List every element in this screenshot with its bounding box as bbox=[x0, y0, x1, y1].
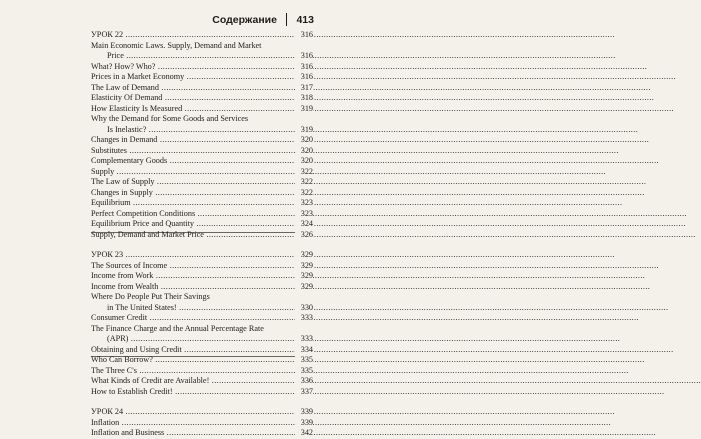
toc-entry-page: 316 bbox=[295, 72, 313, 83]
toc-entry-title: Why the Demand for Some Goods and Services bbox=[91, 114, 249, 123]
toc-entry-page: 326 bbox=[295, 230, 313, 241]
toc-entry[interactable] bbox=[91, 188, 313, 199]
toc-entry-title: The Sources of Income ..... bbox=[91, 261, 295, 272]
toc-entry-page: 342 bbox=[295, 428, 313, 439]
toc-entry-title: Perfect Competition Conditions ..... bbox=[91, 209, 295, 220]
toc-entry[interactable] bbox=[91, 198, 313, 209]
lesson-heading-title: УРОК 23 ..... bbox=[91, 250, 295, 261]
toc-entry[interactable] bbox=[91, 282, 313, 293]
toc-entry-page: 333 bbox=[295, 334, 313, 345]
toc-entry[interactable] bbox=[91, 41, 313, 52]
toc-entry[interactable] bbox=[91, 366, 313, 377]
toc-entry-page: 324 bbox=[295, 219, 313, 230]
toc-entry[interactable] bbox=[91, 219, 313, 230]
toc-entry-page: 330 bbox=[295, 303, 313, 314]
toc-entry-page: 318 bbox=[295, 93, 313, 104]
toc-entry-title: Income from Wealth ..... bbox=[91, 282, 295, 293]
toc-entry-page: 335 bbox=[295, 355, 313, 366]
toc-entry[interactable] bbox=[91, 313, 313, 324]
toc-entry[interactable] bbox=[91, 428, 313, 439]
header-title: Содержание bbox=[212, 13, 277, 26]
toc-entry[interactable] bbox=[91, 104, 313, 115]
toc-entry-page: 329 bbox=[295, 261, 313, 272]
toc-entry[interactable] bbox=[91, 125, 313, 136]
toc-entry-page: 322 bbox=[295, 177, 313, 188]
toc-entry-title: Price ..... bbox=[107, 51, 295, 62]
toc-entry[interactable] bbox=[91, 345, 313, 356]
toc-entry[interactable] bbox=[91, 387, 313, 398]
toc-entry[interactable] bbox=[91, 93, 313, 104]
toc-entry-page: 319 bbox=[295, 104, 313, 115]
toc-entry-page: 333 bbox=[295, 313, 313, 324]
toc-entry-title: The Three C's ..... bbox=[91, 366, 295, 377]
running-header bbox=[212, 13, 314, 26]
toc-entry-page: 320 bbox=[295, 146, 313, 157]
toc-entry-title: in The United States! ..... bbox=[107, 303, 295, 314]
toc-entry-title: Elasticity Of Demand ..... bbox=[91, 93, 295, 104]
lesson-heading[interactable] bbox=[91, 407, 313, 418]
toc-entry-title: Substitutes ..... bbox=[91, 146, 295, 157]
toc-entry[interactable] bbox=[91, 135, 313, 146]
lesson-heading-page: 329 bbox=[295, 250, 313, 261]
section-gap bbox=[91, 397, 313, 407]
lesson-heading-title: УРОК 22 ..... bbox=[91, 30, 295, 41]
header-separator bbox=[286, 13, 288, 26]
toc-entry-title: Income from Work ..... bbox=[91, 271, 295, 282]
toc-entry-page: 320 bbox=[295, 135, 313, 146]
toc-entry-page: 316 bbox=[295, 62, 313, 73]
toc-entry[interactable] bbox=[91, 114, 313, 125]
toc-entry[interactable] bbox=[91, 72, 313, 83]
toc-entry-title: Where Do People Put Their Savings bbox=[91, 292, 210, 301]
table-of-contents bbox=[91, 30, 313, 439]
toc-entry-page: 316 bbox=[295, 51, 313, 62]
toc-entry[interactable] bbox=[91, 261, 313, 272]
toc-entry-title: Main Economic Laws. Supply, Demand and Market bbox=[91, 40, 262, 50]
toc-entry-title: Inflation ..... bbox=[91, 418, 295, 429]
toc-entry-title: Is Inelastic? ..... bbox=[107, 125, 295, 136]
toc-entry-page: 322 bbox=[295, 188, 313, 199]
toc-entry[interactable] bbox=[91, 156, 313, 167]
toc-entry-title: Obtaining and Using Credit ..... bbox=[91, 345, 295, 356]
section-gap bbox=[91, 240, 313, 250]
header-page-number: 413 bbox=[296, 13, 314, 26]
toc-entry-page: 320 bbox=[295, 156, 313, 167]
toc-entry-title: (APR) ..... bbox=[107, 334, 295, 345]
lesson-heading[interactable] bbox=[91, 250, 313, 261]
toc-entry-page: 323 bbox=[295, 209, 313, 220]
toc-entry-title: Equilibrium ..... bbox=[91, 198, 295, 209]
toc-entry-title: What Kinds of Credit are Available! ..... bbox=[91, 376, 295, 387]
toc-entry[interactable] bbox=[91, 230, 313, 241]
toc-entry-title: The Law of Supply ..... bbox=[91, 177, 295, 188]
toc-entry-title: Who Can Borrow? ..... bbox=[91, 355, 295, 366]
toc-entry-title: Supply, Demand and Market Price ..... bbox=[91, 230, 295, 241]
toc-entry-page: 339 bbox=[295, 418, 313, 429]
toc-entry-page: 319 bbox=[295, 125, 313, 136]
toc-entry-title: Complementary Goods ..... bbox=[91, 156, 295, 167]
toc-entry[interactable] bbox=[91, 177, 313, 188]
toc-entry-page: 334 bbox=[295, 345, 313, 356]
toc-entry-title: Inflation and Business ..... bbox=[91, 428, 295, 439]
toc-entry[interactable] bbox=[91, 62, 313, 73]
toc-entry-page: 322 bbox=[295, 167, 313, 178]
toc-entry[interactable] bbox=[91, 83, 313, 94]
toc-entry[interactable] bbox=[91, 303, 313, 314]
toc-entry-title: Supply ..... bbox=[91, 167, 295, 178]
toc-entry-title: Equilibrium Price and Quantity ..... bbox=[91, 219, 295, 230]
lesson-heading-page: 316 bbox=[295, 30, 313, 41]
toc-entry-page: 329 bbox=[295, 271, 313, 282]
lesson-heading[interactable] bbox=[91, 30, 313, 41]
toc-entry[interactable] bbox=[91, 292, 313, 303]
toc-entry[interactable] bbox=[91, 376, 313, 387]
toc-entry-title: Changes in Demand ..... bbox=[91, 135, 295, 146]
toc-entry-title: Consumer Credit ..... bbox=[91, 313, 295, 324]
toc-entry-page: 329 bbox=[295, 282, 313, 293]
toc-entry-title: How Elasticity Is Measured ..... bbox=[91, 104, 295, 115]
toc-entry[interactable] bbox=[91, 324, 313, 335]
lesson-heading-page: 339 bbox=[295, 407, 313, 418]
toc-entry-page: 335 bbox=[295, 366, 313, 377]
toc-entry-title: Prices in a Market Economy ..... bbox=[91, 72, 295, 83]
lesson-heading-title: УРОК 24 ..... bbox=[91, 407, 295, 418]
toc-entry-title: Changes in Supply ..... bbox=[91, 188, 295, 199]
toc-entry-page: 337 bbox=[295, 387, 313, 398]
toc-entry[interactable] bbox=[91, 271, 313, 282]
toc-entry[interactable] bbox=[91, 334, 313, 345]
toc-entry-title: The Law of Demand ..... bbox=[91, 83, 295, 94]
toc-entry-title: How to Establish Credit! ..... bbox=[91, 387, 295, 398]
toc-entry-title: The Finance Charge and the Annual Percentage Rate bbox=[91, 323, 264, 333]
toc-entry[interactable] bbox=[91, 146, 313, 157]
toc-entry[interactable] bbox=[91, 355, 313, 366]
toc-entry[interactable] bbox=[91, 51, 313, 62]
toc-entry-page: 336 bbox=[295, 376, 313, 387]
toc-entry-page: 317 bbox=[295, 83, 313, 94]
toc-entry[interactable] bbox=[91, 167, 313, 178]
toc-entry[interactable] bbox=[91, 418, 313, 429]
toc-entry[interactable] bbox=[91, 209, 313, 220]
toc-entry-page: 323 bbox=[295, 198, 313, 209]
toc-entry-title: What? How? Who? ..... bbox=[91, 62, 295, 73]
